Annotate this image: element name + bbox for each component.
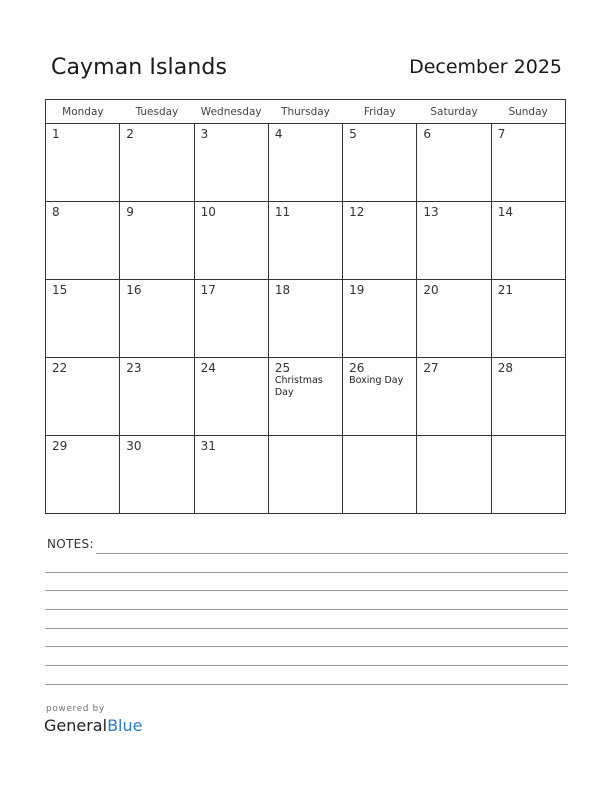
note-line [45, 628, 568, 629]
day-cell [46, 358, 120, 436]
day-cell [194, 202, 268, 280]
day-number: 8 [52, 205, 60, 219]
day-cell [120, 280, 194, 358]
day-cell [268, 436, 342, 514]
day-cell [120, 124, 194, 202]
day-cell [120, 358, 194, 436]
day-number: 13 [423, 205, 439, 219]
day-cell [120, 202, 194, 280]
note-line [96, 553, 568, 554]
day-cell [194, 358, 268, 436]
day-cell [491, 358, 565, 436]
day-number: 3 [200, 127, 209, 141]
week-row [46, 202, 566, 280]
day-number: 1 [52, 127, 60, 141]
day-cell [343, 436, 417, 514]
day-number: 15 [52, 283, 68, 297]
day-number: 30 [126, 439, 142, 453]
day-number: 19 [349, 283, 365, 297]
note-line [45, 590, 568, 591]
day-cell [343, 124, 417, 202]
day-cell [491, 124, 565, 202]
calendar-grid [45, 99, 566, 514]
day-number: 7 [497, 127, 506, 141]
day-number: 18 [274, 283, 291, 297]
day-number: 23 [126, 361, 142, 375]
week-row [46, 124, 566, 202]
weekday-header: Tuesday [120, 100, 194, 124]
notes-label: NOTES: [47, 537, 94, 551]
day-cell [268, 124, 342, 202]
day-number: 27 [423, 361, 439, 375]
day-cell [194, 280, 268, 358]
day-number: 29 [52, 439, 68, 453]
day-number: 24 [200, 361, 216, 375]
day-cell [417, 280, 491, 358]
day-number: 26 [349, 361, 365, 375]
day-cell [343, 358, 417, 436]
week-row [46, 358, 566, 436]
day-number: 5 [349, 127, 357, 141]
day-number: 9 [126, 205, 134, 219]
note-line [45, 572, 568, 573]
day-number: 4 [274, 127, 283, 141]
holiday-label: Boxing Day [349, 375, 404, 386]
note-line [45, 609, 568, 610]
weekday-header: Thursday [268, 100, 342, 124]
day-number: 17 [200, 283, 216, 297]
day-cell [194, 436, 268, 514]
day-number: 20 [423, 283, 439, 297]
day-cell [46, 280, 120, 358]
brand-name-general: General [44, 716, 108, 735]
day-cell [268, 358, 342, 436]
brand-logo [44, 716, 142, 735]
day-number: 10 [200, 205, 216, 219]
day-cell [417, 202, 491, 280]
day-cell [46, 436, 120, 514]
weekday-header: Wednesday [194, 100, 268, 124]
day-cell [343, 280, 417, 358]
holiday-label: Christmas Day [274, 375, 323, 398]
day-number: 31 [200, 439, 216, 453]
calendar-month-title: December 2025 [409, 56, 562, 78]
note-line [45, 665, 568, 666]
powered-by-text: powered by [46, 704, 105, 714]
day-cell [343, 202, 417, 280]
calendar-country-title: Cayman Islands [51, 55, 228, 80]
day-number: 22 [52, 361, 68, 375]
brand-name-blue: Blue [107, 716, 143, 735]
day-cell [46, 202, 120, 280]
day-cell [46, 124, 120, 202]
day-cell [417, 358, 491, 436]
weekday-header: Monday [46, 100, 120, 124]
weekday-header: Friday [343, 100, 417, 124]
day-number: 6 [423, 127, 432, 141]
weekday-header: Saturday [417, 100, 491, 124]
day-number: 21 [497, 283, 513, 297]
day-cell [491, 280, 565, 358]
weekday-header: Sunday [491, 100, 565, 124]
week-row [46, 436, 566, 514]
day-number: 12 [349, 205, 365, 219]
day-cell [417, 436, 491, 514]
weekday-header-row [46, 100, 566, 124]
week-row [46, 280, 566, 358]
day-number: 25 [274, 361, 291, 375]
day-number: 2 [126, 127, 134, 141]
day-number: 16 [126, 283, 142, 297]
day-cell [491, 436, 565, 514]
day-cell [268, 280, 342, 358]
day-cell [491, 202, 565, 280]
note-line [45, 646, 568, 647]
day-cell [417, 124, 491, 202]
day-number: 14 [497, 205, 513, 219]
day-cell [120, 436, 194, 514]
day-cell [268, 202, 342, 280]
note-line [45, 684, 568, 685]
day-number: 28 [497, 361, 513, 375]
day-cell [194, 124, 268, 202]
day-number: 11 [274, 205, 291, 219]
